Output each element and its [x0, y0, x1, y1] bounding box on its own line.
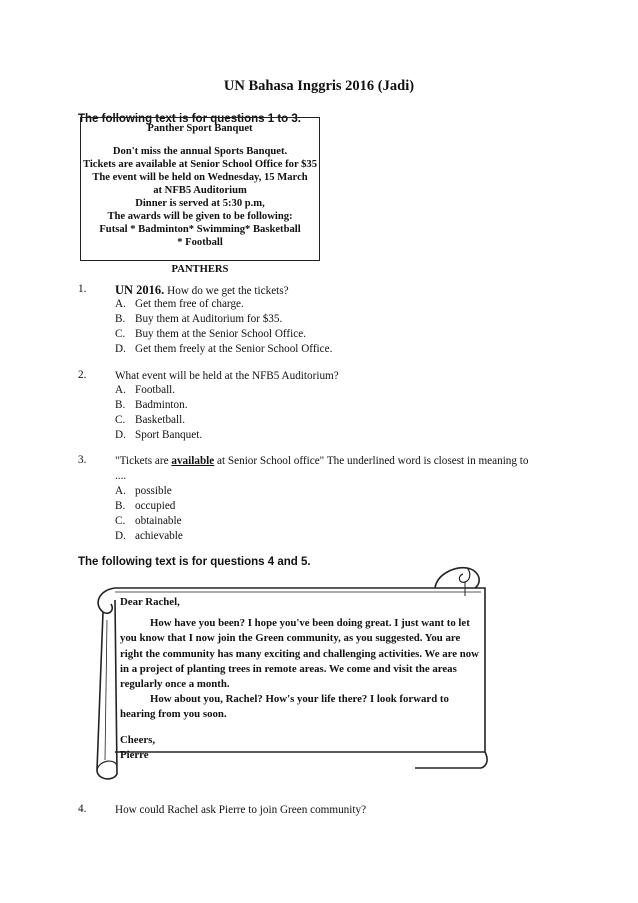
- question-number: 1.: [78, 283, 87, 295]
- notice-box: [80, 117, 320, 275]
- notice-line: The awards will be given to be following:: [107, 211, 293, 222]
- letter-text: [120, 595, 480, 763]
- section-intro-2: The following text is for questions 4 and 5.: [78, 556, 311, 568]
- letter-closing: Cheers,: [120, 733, 156, 746]
- question-text: How do we get the tickets?: [167, 285, 289, 297]
- option-1d: D. Get them freely at the Senior School Office.: [115, 343, 333, 355]
- option-2c: C. Basketball.: [115, 414, 186, 426]
- notice-signature: PANTHERS: [171, 264, 229, 275]
- letter-sender: Pierre: [120, 748, 149, 761]
- question-number: 2.: [78, 369, 87, 381]
- question-text: How could Rachel ask Pierre to join Green community?: [115, 804, 367, 816]
- option-3b: B. occupied: [115, 500, 176, 512]
- option-1a: A. Get them free of charge.: [115, 298, 244, 310]
- option-3d: D. achievable: [115, 530, 183, 542]
- notice-line: Dinner is served at 5:30 p.m,: [135, 198, 265, 209]
- option-1b: B. Buy them at Auditorium for $35.: [115, 313, 283, 325]
- option-2b: B. Badminton.: [115, 399, 188, 411]
- section-intro-1: The following text is for questions 1 to 3.: [78, 113, 301, 125]
- letter-greeting: Dear Rachel,: [120, 596, 180, 608]
- question-number: 3.: [78, 454, 87, 466]
- question-tag: UN 2016.: [115, 283, 165, 297]
- option-2d: D. Sport Banquet.: [115, 429, 203, 441]
- notice-line: Tickets are available at Senior School Office for $35: [82, 159, 318, 170]
- notice-line: Futsal * Badminton* Swimming* Basketball: [99, 224, 301, 235]
- option-3a: A. possible: [115, 485, 172, 497]
- notice-line: * Football: [177, 237, 223, 248]
- option-2a: A. Football.: [115, 384, 176, 396]
- option-1c: C. Buy them at the Senior School Office.: [115, 328, 306, 340]
- letter-paragraph: How have you been? I hope you've been doing great. I just want to let you know that I now join the Green community, as you suggested. You are right the community has many exciting and challenging activities. We are now in a project of planting trees in remote areas. We come and visit the areas regularly once a month.: [120, 617, 479, 691]
- underlined-word: available: [171, 455, 215, 467]
- question-text: What event will be held at the NFB5 Auditorium?: [115, 370, 339, 382]
- notice-heading: Panther Sport Banquet: [147, 123, 253, 134]
- letter-paragraph: How about you, Rachel? How's your life there? I look forward to hearing from you soon.: [120, 693, 449, 721]
- question-text: "Tickets are available at Senior School office" The underlined word is closest in meaning to ....: [115, 455, 529, 482]
- page-title: UN Bahasa Inggris 2016 (Jadi): [223, 78, 415, 94]
- notice-line: at NFB5 Auditorium: [153, 185, 247, 196]
- option-3c: C. obtainable: [115, 515, 182, 527]
- notice-line: The event will be held on Wednesday, 15 March: [92, 172, 308, 183]
- question-number: 4.: [78, 803, 87, 815]
- notice-line: Don't miss the annual Sports Banquet.: [112, 146, 288, 157]
